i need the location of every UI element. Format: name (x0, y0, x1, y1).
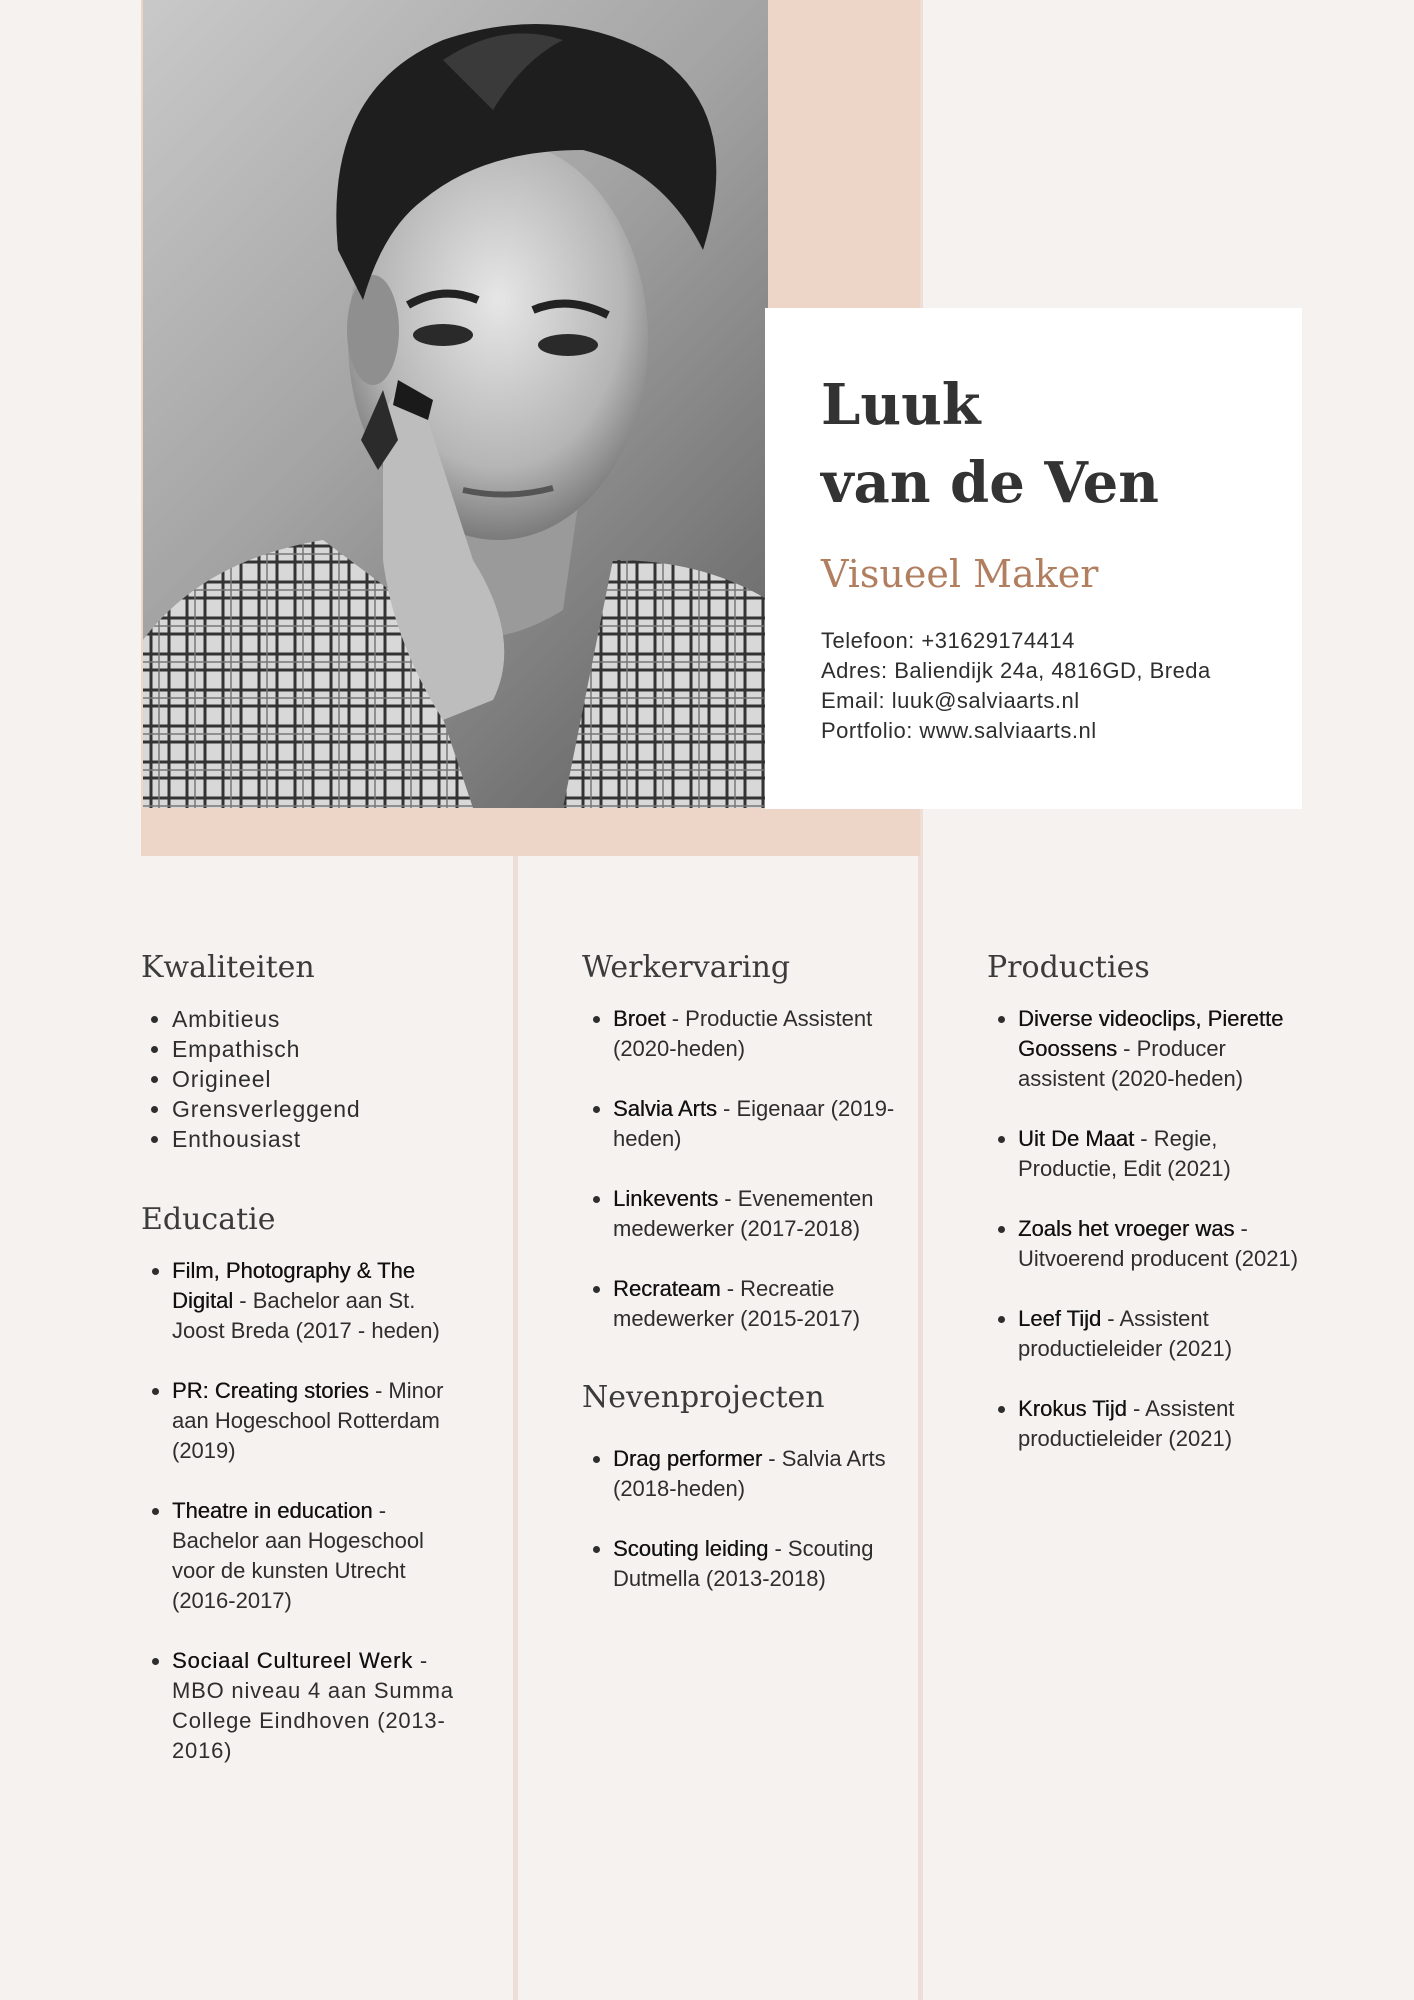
contact-phone: Telefoon: +31629174414 (821, 628, 1075, 653)
list-item: • Enthousiast (172, 1124, 471, 1154)
entry-title: Diverse videoclips, Pierette Goossens (1018, 1006, 1284, 1061)
list-item: • Empathisch (172, 1034, 471, 1064)
entry-title: Broet (613, 1006, 666, 1031)
entry-detail: - Salvia Arts (2018-heden) (613, 1446, 886, 1501)
list-item (613, 1274, 902, 1334)
contact-email[interactable]: Email: luuk@salviaarts.nl (821, 688, 1080, 713)
column-divider-left (513, 856, 518, 2000)
full-name (821, 366, 1159, 522)
name-card (765, 308, 1302, 809)
column-middle (582, 946, 902, 1624)
entry-detail: - Bachelor aan St. Joost Breda (2017 - heden) (172, 1288, 440, 1343)
entry-detail: - Assistent productieleider (2021) (1018, 1306, 1233, 1361)
producties-list (987, 1004, 1307, 1454)
entry-title: PR: Creating stories (172, 1378, 369, 1403)
entry-detail: - Regie, Productie, Edit (2021) (1018, 1126, 1231, 1181)
list-item (172, 1256, 471, 1346)
educatie-list (141, 1256, 471, 1766)
section-title-nevenprojecten: Nevenprojecten (582, 1380, 825, 1415)
entry-detail: - Productie Assistent (2020-heden) (613, 1006, 873, 1061)
list-item (613, 1444, 902, 1504)
entry-title: Film, Photography & The Digital (172, 1258, 415, 1313)
profile-photo (143, 0, 768, 808)
kwaliteiten-list (141, 1004, 471, 1154)
column-right (987, 946, 1307, 1484)
column-left (141, 946, 471, 1796)
entry-title: Linkevents (613, 1186, 719, 1211)
list-item (613, 1534, 902, 1594)
entry-detail: - Eigenaar (2019-heden) (613, 1096, 895, 1151)
section-title-kwaliteiten: Kwaliteiten (141, 950, 315, 985)
list-item (172, 1376, 471, 1466)
section-title-educatie: Educatie (141, 1202, 276, 1237)
section-title-werkervaring: Werkervaring (582, 950, 791, 985)
list-item (613, 1004, 902, 1064)
entry-title: Drag performer (613, 1446, 763, 1471)
job-title: Visueel Maker (821, 552, 1099, 596)
list-item (1018, 1214, 1307, 1274)
list-item: • Ambitieus (172, 1004, 471, 1034)
entry-detail: - Recreatie medewerker (2015-2017) (613, 1276, 861, 1331)
entry-title: Salvia Arts (613, 1096, 717, 1121)
entry-title: Uit De Maat (1018, 1126, 1135, 1151)
list-item (1018, 1004, 1307, 1094)
list-item: • Grensverleggend (172, 1094, 471, 1124)
entry-detail: - Uitvoerend producent (2021) (1018, 1216, 1299, 1271)
name-line-2: van de Ven (821, 450, 1159, 516)
name-line-1: Luuk (821, 372, 981, 438)
werkervaring-list (582, 1004, 902, 1334)
nevenprojecten-list (582, 1444, 902, 1594)
list-item: • Origineel (172, 1064, 471, 1094)
entry-detail: - Evenementen medewerker (2017-2018) (613, 1186, 874, 1241)
entry-detail: - Scouting Dutmella (2013-2018) (613, 1536, 874, 1591)
entry-title: Recrateam (613, 1276, 721, 1301)
list-item (172, 1646, 471, 1766)
list-item (172, 1496, 471, 1616)
list-item (1018, 1304, 1307, 1364)
section-title-producties: Producties (987, 950, 1150, 985)
list-item (1018, 1124, 1307, 1184)
entry-title: Zoals het vroeger was (1018, 1216, 1235, 1241)
entry-detail: - Assistent productieleider (2021) (1018, 1396, 1235, 1451)
list-item (613, 1094, 902, 1154)
contact-address: Adres: Baliendijk 24a, 4816GD, Breda (821, 658, 1211, 683)
contact-portfolio[interactable]: Portfolio: www.salviaarts.nl (821, 718, 1097, 743)
entry-detail: - Producer assistent (2020-heden) (1018, 1036, 1244, 1091)
entry-title: Sociaal Cultureel Werk (172, 1648, 413, 1673)
entry-title: Leef Tijd (1018, 1306, 1102, 1331)
list-item (613, 1184, 902, 1244)
entry-title: Krokus Tijd (1018, 1396, 1127, 1421)
entry-detail: - MBO niveau 4 aan Summa College Eindhoven (2013-2016) (172, 1648, 454, 1763)
list-item (1018, 1394, 1307, 1454)
entry-title: Theatre in education (172, 1498, 373, 1523)
entry-title: Scouting leiding (613, 1536, 769, 1561)
contact-details (821, 626, 1211, 746)
entry-detail: - Minor aan Hogeschool Rotterdam (2019) (172, 1378, 444, 1463)
entry-detail: - Bachelor aan Hogeschool voor de kunsten Utrecht (2016-2017) (172, 1498, 424, 1613)
